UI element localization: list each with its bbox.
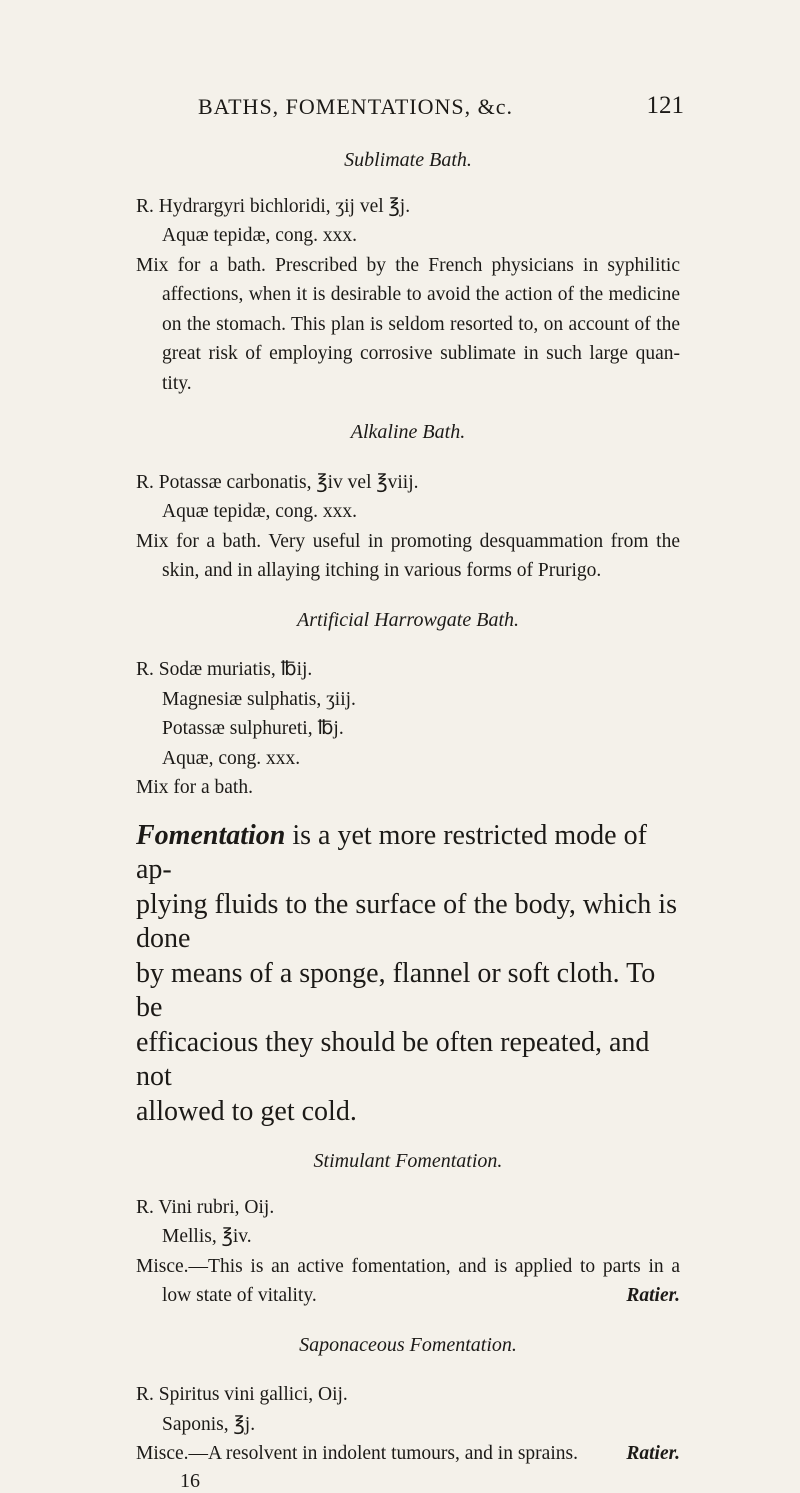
term: Fomentation	[136, 819, 286, 851]
sublimate-bath-section	[136, 146, 680, 398]
text-line: great risk of employing corrosive sublimate in such large quan-	[162, 343, 680, 364]
section-heading: Alkaline Bath.	[350, 421, 466, 443]
recipe-line: Potassæ sulphureti, ℔j.	[162, 718, 344, 739]
text-line: affections, when it is desirable to avoid the action of the medicine	[162, 284, 680, 305]
paragraph	[136, 527, 680, 586]
recipe-line: Aquæ tepidæ, cong. xxx.	[162, 501, 357, 522]
alkaline-bath-section	[136, 418, 680, 586]
text-line: skin, and in allaying itching in various forms of Prurigo.	[162, 560, 602, 581]
page-header	[198, 94, 684, 120]
recipe-line: Magnesiæ sulphatis, ʒiij.	[162, 688, 356, 710]
paragraph	[136, 1252, 680, 1311]
text-fragment: low state of vitality.	[162, 1285, 317, 1306]
text-line	[136, 819, 680, 888]
recipe-line: R. Sodæ muriatis, ℔ij.	[136, 659, 313, 680]
page-number: 121	[646, 92, 684, 119]
harrowgate-bath-section	[136, 606, 680, 803]
paragraph	[136, 1439, 680, 1469]
recipe-line: R. Spiritus vini gallici, Oij.	[136, 1384, 348, 1405]
recipe-line: Aquæ, cong. xxx.	[162, 747, 301, 769]
recipe-line: R. Potassæ carbonatis, ℥iv vel ℥viij.	[136, 471, 419, 493]
text-line: Mix for a bath. Prescribed by the French physicians in syphilitic	[136, 254, 680, 276]
text-line	[136, 1439, 680, 1469]
text-line	[136, 1281, 680, 1311]
text-line: tity.	[162, 372, 192, 394]
text-line: on the stomach. This plan is seldom resorted to, on account of the	[162, 313, 680, 335]
section-heading: Artificial Harrowgate Bath.	[296, 608, 520, 631]
author-credit: Ratier.	[626, 1285, 680, 1306]
signature-mark: 16	[180, 1469, 200, 1492]
text-line: efficacious they should be often repeated, and not	[136, 1026, 650, 1092]
paragraph	[136, 251, 680, 399]
text-line: by means of a sponge, flannel or soft cloth. To be	[136, 957, 656, 1023]
text-line: plying fluids to the surface of the body, which is done	[136, 888, 677, 954]
fomentation-paragraph	[136, 819, 680, 1130]
section-heading: Sublimate Bath.	[344, 149, 472, 171]
saponaceous-fomentation-section	[136, 1331, 680, 1493]
running-title: BATHS, FOMENTATIONS, &c.	[198, 94, 513, 119]
page-body	[136, 146, 680, 1493]
recipe-line: Aquæ tepidæ, cong. xxx.	[162, 225, 357, 246]
recipe-line: R. Hydrargyri bichloridi, ʒij vel ℥j.	[136, 195, 411, 217]
text-line: allowed to get cold.	[136, 1095, 357, 1127]
text-line: Mix for a bath. Very useful in promoting desquammation from the	[136, 530, 680, 552]
recipe-line: Saponis, ℥j.	[162, 1413, 256, 1435]
author-credit: Ratier.	[626, 1443, 680, 1464]
text-line: Misce.—This is an active fomentation, and is applied to parts in a	[136, 1255, 680, 1277]
section-heading: Stimulant Fomentation.	[313, 1150, 503, 1172]
section-heading: Saponaceous Fomentation.	[299, 1333, 517, 1356]
stimulant-fomentation-section	[136, 1147, 680, 1311]
text-fragment: is a yet more restricted mode of ap-	[136, 819, 647, 885]
recipe-line: Mix for a bath.	[136, 777, 253, 798]
recipe-line: R. Vini rubri, Oij.	[136, 1196, 275, 1218]
text-fragment: Misce.—A resolvent in indolent tumours, and in sprains.	[136, 1443, 578, 1464]
recipe-line: Mellis, ℥iv.	[162, 1226, 252, 1247]
